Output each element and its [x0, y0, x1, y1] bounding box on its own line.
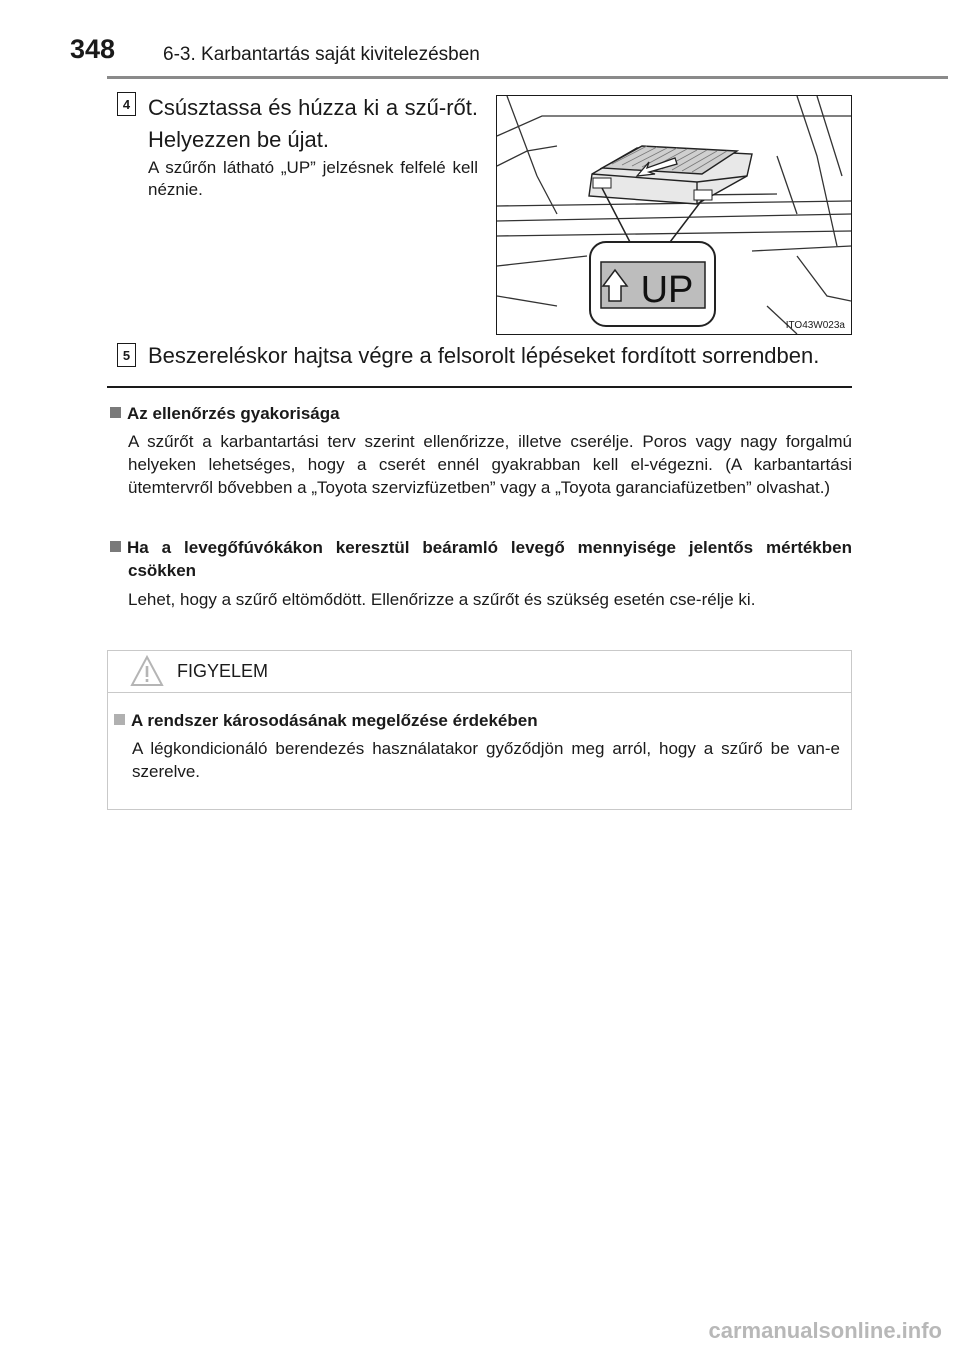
- page-number: 348: [70, 34, 116, 64]
- figure-code: ITO43W023a: [785, 320, 845, 331]
- step-4-text: Csúsztassa és húzza ki a szű-rőt. Helyezzen be újat.: [148, 95, 478, 152]
- step-4-note: A szűrőn látható „UP” jelzésnek felfelé kell néznie.: [148, 158, 478, 199]
- warning-subtitle: A rendszer károsodásának megelőzése érdekében: [114, 711, 538, 731]
- step-badge-4: 4: [117, 92, 136, 116]
- warning-header: [108, 651, 851, 693]
- info-heading-airflow: Ha a levegőfúvókákon keresztül beáramló levegő mennyisége jelentős mértékben csökken: [110, 536, 852, 582]
- warning-triangle-icon: [130, 655, 164, 687]
- section-title: 6-3. Karbantartás saját kivitelezésben: [163, 44, 480, 65]
- warning-body: A légkondicionáló berendezés használatakor győződjön meg arról, hogy a szűrő be van-e szerelve.: [132, 739, 840, 781]
- up-label: UP: [640, 269, 694, 311]
- step-badge-5: 5: [117, 343, 136, 367]
- section-divider: [107, 386, 852, 388]
- warning-title: FIGYELEM: [177, 661, 269, 681]
- filter-illustration: [496, 95, 852, 335]
- step-5-text: Beszereléskor hajtsa végre a felsorolt lépéseket fordított sorrendben.: [148, 343, 820, 368]
- bullet-square-icon: [110, 541, 121, 552]
- warning-box: [107, 650, 852, 810]
- info-body-frequency: A szűrőt a karbantartási terv szerint ellenőrizze, illetve cserélje. Poros vagy nagy forgalmú helyeken lehetséges, hogy a cserét ennél gyakrabban kell el-végezni. (A karbantartási ütemtervről bővebben a „Toyota szervizfüzetben” vagy a „Toyota garanciafüzetben” olvashat.): [128, 432, 852, 497]
- watermark: carmanualsonline.info: [708, 1318, 942, 1343]
- bullet-square-icon: [110, 407, 121, 418]
- header-rule: [107, 76, 948, 79]
- info-heading-frequency: Az ellenőrzés gyakorisága: [110, 402, 852, 425]
- info-body-airflow: Lehet, hogy a szűrő eltömődött. Ellenőrizze a szűrőt és szükség esetén cse-rélje ki.: [128, 590, 756, 609]
- bullet-square-icon: [114, 714, 125, 725]
- filter-drawing: [497, 96, 851, 334]
